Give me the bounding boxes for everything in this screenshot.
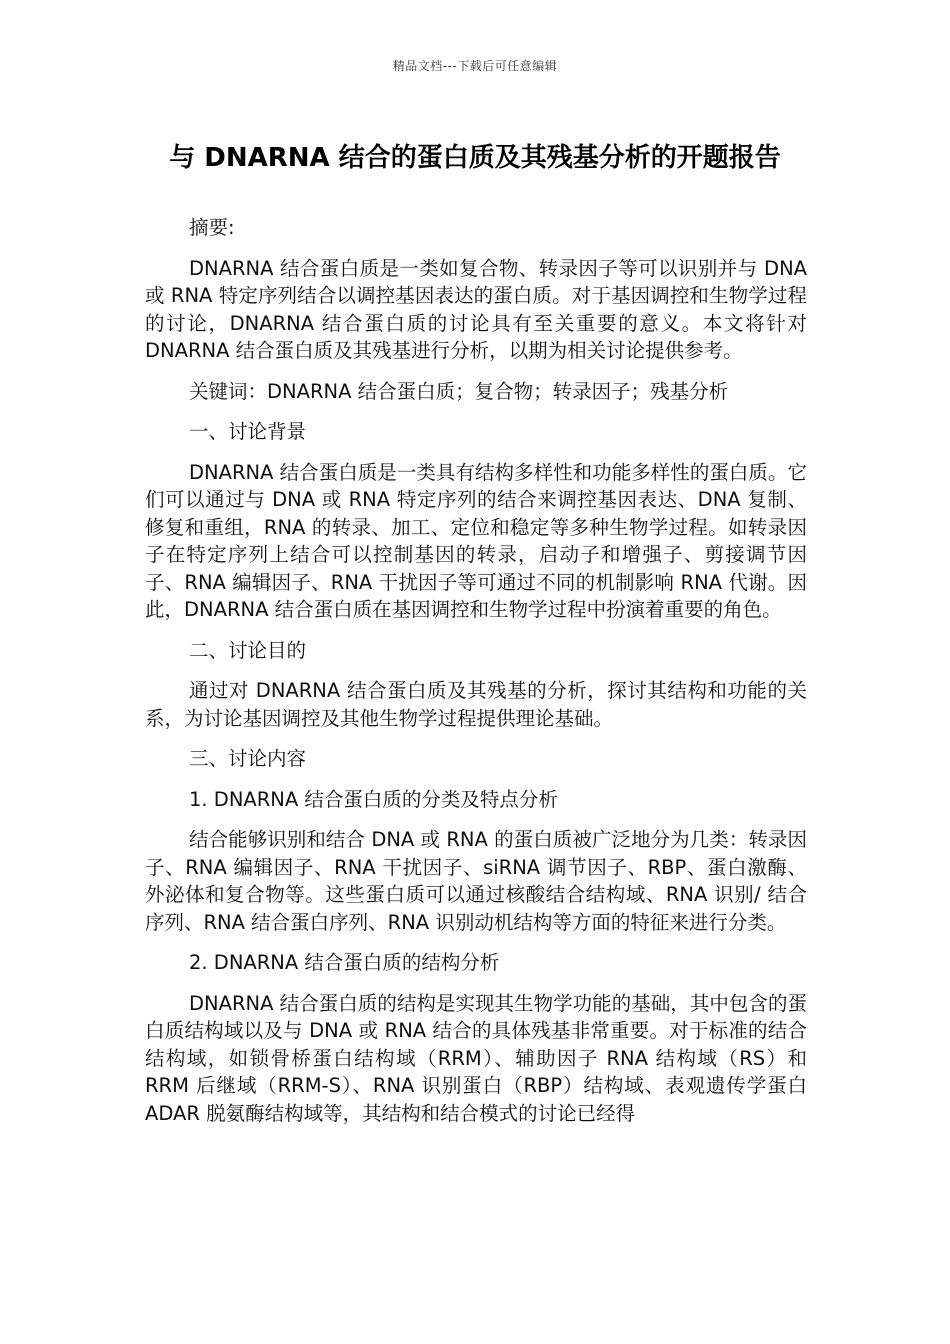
purpose-paragraph: 通过对 DNARNA 结合蛋白质及其残基的分析，探讨其结构和功能的关系，为讨论基因调控及其他生物学过程提供理论基础。 — [145, 679, 807, 730]
section-heading-content: 三、讨论内容 — [189, 747, 307, 770]
section-heading-purpose: 二、讨论目的 — [189, 638, 307, 662]
structure-paragraph: DNARNA 结合蛋白质的结构是实现其生物学功能的基础，其中包含的蛋白质结构域以及与 DNA 或 RNA 结合的具体残基非常重要。对于标准的结合结构域，如锁骨桥蛋白结构域（RRM）、辅助因子 RNA 结构域（RS）和 RRM 后继域（RRM-S）、RNA 识别蛋白（RBP）结构域、表观遗传学蛋白 ADAR 脱氨酶结构域等，其结构和结合模式的讨论已经得 — [145, 991, 807, 1125]
document-title: 与 DNARNA 结合的蛋白质及其残基分析的开题报告 — [169, 143, 781, 173]
subsection-heading-classification: 1. DNARNA 结合蛋白质的分类及特点分析 — [189, 787, 558, 811]
subsection-heading-structure: 2. DNARNA 结合蛋白质的结构分析 — [189, 951, 500, 974]
background-paragraph: DNARNA 结合蛋白质是一类具有结构多样性和功能多样性的蛋白质。它们可以通过与 DNA 或 RNA 特定序列的结合来调控基因表达、DNA 复制、修复和重组，RNA 的转录、加工、定位和稳定等多种生物学过程。如转录因子在特定序列上结合可以控制基因的转录，启动子和增强子、剪接调节因子、RNA 编辑因子、RNA 干扰因子等可通过不同的机制影响 RNA 代谢。因此，DNARNA 结合蛋白质在基因调控和生物学过程中扮演着重要的角色。 — [145, 460, 807, 621]
abstract-paragraph: DNARNA 结合蛋白质是一类如复合物、转录因子等可以识别并与 DNA 或 RNA 特定序列结合以调控基因表达的蛋白质。对于基因调控和生物学过程的讨论，DNARNA 结合蛋白质的讨论具有至关重要的意义。本文将针对 DNARNA 结合蛋白质及其残基进行分析，以期为相关讨论提供参考。 — [145, 256, 807, 362]
header-note: 精品文档---下载后可任意编辑 — [392, 59, 558, 73]
classification-paragraph: 结合能够识别和结合 DNA 或 RNA 的蛋白质被广泛地分为几类：转录因子、RNA 编辑因子、RNA 干扰因子、siRNA 调节因子、RBP、蛋白激酶、外泌体和复合物等。这些蛋白质可以通过核酸结合结构域、RNA 识别/ 结合序列、RNA 结合蛋白序列、RNA 识别动机结构等方面的特征来进行分类。 — [145, 828, 807, 934]
keywords-line: 关键词：DNARNA 结合蛋白质；复合物；转录因子；残基分析 — [189, 379, 729, 403]
section-heading-background: 一、讨论背景 — [189, 420, 307, 443]
document-body — [145, 214, 807, 1140]
abstract-heading: 摘要: — [189, 216, 235, 239]
